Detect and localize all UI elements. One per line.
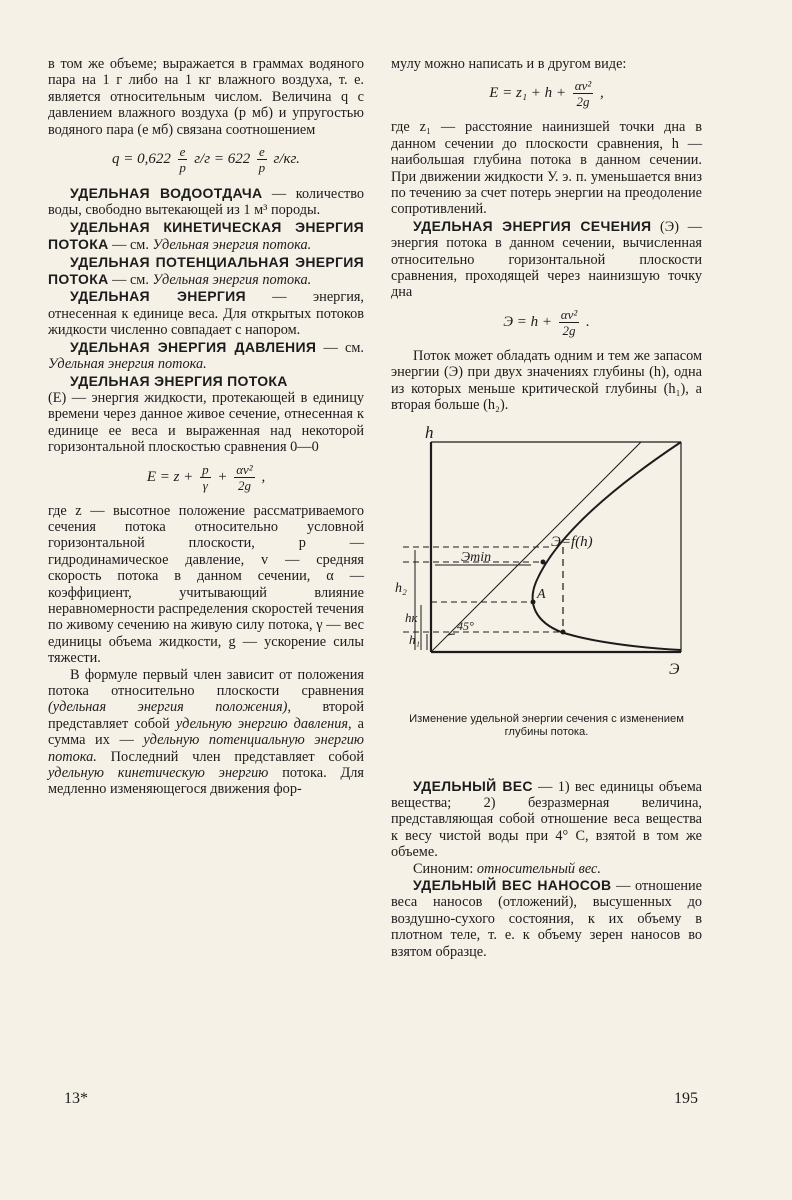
curve-label: Э=f(h) [551, 533, 593, 550]
right-column [391, 56, 702, 960]
entry-sediment-weight: УДЕЛЬНЫЙ ВЕС НАНОСОВ — отношение веса наносов (отложений), высушенных до воздушно-сухого состояния, к их объему в плотном теле, т. е. к объему зерен наносов во взятом образце. [391, 876, 702, 960]
paragraph: Поток может обладать одним и тем же запасом энергии (Э) при двух значениях глубины (h), одна из которых меньше критической глубины (h₁), а вторая больше (h₂). [391, 347, 702, 414]
h1-label: h₁ [409, 631, 421, 647]
entry-term: УДЕЛЬНАЯ ЭНЕРГИЯ ПОТОКА [70, 372, 288, 389]
entry-pressure: УДЕЛЬНАЯ ЭНЕРГИЯ ДАВЛЕНИЯ — см. Удельная энергия потока. [48, 338, 364, 373]
left-column [48, 56, 364, 798]
point-a-label: A [537, 586, 546, 602]
point-emin-marker [541, 559, 546, 564]
hk-label: hк [405, 609, 418, 625]
angle-label: 45° [457, 618, 474, 633]
diagram-svg [391, 422, 702, 707]
paragraph: мулу можно написать и в другом виде: [391, 56, 627, 72]
paragraph: В формуле первый член зависит от положения потока относительно плоскости сравнения (удельная энергия положения), второй представляет собой удельную энергию давления, а сумма их — удельную потенциальную энергию потока. Последний член представляет собой удельную кинетическую энергию потока. Для медленно изменяющегося движения фор- [48, 666, 365, 798]
entry-section-energy: УДЕЛЬНАЯ ЭНЕРГИЯ СЕЧЕНИЯ (Э) — энергия потока в данном сечении, вычисленная относительно горизонтальной плоскости сравнения, проходящей через наинизшую точку дна [391, 217, 702, 301]
entry-term: УДЕЛЬНАЯ ЭНЕРГИЯ [70, 288, 246, 305]
point-a-marker [531, 599, 536, 604]
entry-term: УДЕЛЬНЫЙ ВЕС [413, 777, 533, 794]
entry-specific-weight: УДЕЛЬНЫЙ ВЕС — 1) вес единицы объема вещества; 2) безразмерная величина, представляющая собой отношение веса вещества к весу чистой воды при 4° С, взятой в том же объеме. [391, 777, 702, 861]
entry-term: УДЕЛЬНЫЙ ВЕС НАНОСОВ [413, 876, 612, 893]
entry-kinetic: УДЕЛЬНАЯ КИНЕТИЧЕСКАЯ ЭНЕРГИЯ ПОТОКА — см. Удельная энергия потока. [48, 218, 364, 254]
paragraph: в том же объеме; выражается в граммах водяного пара на 1 г либо на 1 кг влажного воздуха, т. е. является относительным числом. Величина q с давлением влажного воздуха (p мб) и упругостью водяного пара (e мб) связана соотношением [48, 56, 364, 138]
paragraph: где z — высотное положение рассматриваемого сечения потока относительно условной горизонтальной плоскости, p — гидродинамическое давление, v — средняя скорость потока в данном сечении, α — коэффициент, учитывающий влияние неравномерности распределения скоростей течения по живому сечению на живую силу потока, γ — вес единицы объема жидкости, g — ускорение силы тяжести. [48, 502, 364, 667]
entry-term: УДЕЛЬНАЯ КИНЕТИЧЕСКАЯ ЭНЕРГИЯ ПОТОКА [48, 218, 364, 253]
paragraph: (E) — энергия жидкости, протекающей в единицу времени через данное живое сечение, отнесенная к единице ее веса и выраженная над некоторой горизонтальной плоскостью сравнения 0—0 [48, 389, 364, 456]
entry-flow-energy [48, 373, 364, 390]
point-h1-marker [561, 629, 566, 634]
entry-term: УДЕЛЬНАЯ ЭНЕРГИЯ ДАВЛЕНИЯ [70, 338, 317, 355]
emin-label: Эmin [461, 549, 492, 565]
h2-label: h₂ [395, 580, 407, 596]
entry-term: УДЕЛЬНАЯ ВОДООТДАЧА [70, 185, 263, 202]
energy-depth-diagram [391, 422, 702, 707]
signature-mark: 13* [64, 1090, 88, 1107]
entry-energy: УДЕЛЬНАЯ ЭНЕРГИЯ — энергия, отнесенная к единице веса. Для открытых потоков жидкости численно совпадает с напором. [48, 288, 364, 339]
formula-section-energy: Э = h + $\frac{\text{αv²}}{2g}$ . [503, 306, 590, 338]
formula-flow-energy: E = z + $\frac{p}{\gamma}$ + $\frac{\text{αv²}}{2g}$ , [146, 461, 266, 493]
paragraph: где z₁ — расстояние наинизшей точки дна в данном сечении до плоскости сравнения, h — наибольшая глубина потока в данном сечении. При движении жидкости У. э. п. уменьшается вниз по течению за счет потерь энергии на преодоление сопротивлений. [391, 119, 702, 218]
entry-term: УДЕЛЬНАЯ ПОТЕНЦИАЛЬНАЯ ЭНЕРГИЯ ПОТОКА [48, 253, 364, 288]
entry-vodootdacha: УДЕЛЬНАЯ ВОДООТДАЧА — количество воды, свободно вытекающей из 1 м³ породы. [48, 185, 364, 219]
figure-caption: Изменение удельной энергии сечения с изменением глубины потока. [409, 712, 684, 738]
entry-potential: УДЕЛЬНАЯ ПОТЕНЦИАЛЬНАЯ ЭНЕРГИЯ ПОТОКА — см. Удельная энергия потока. [48, 253, 364, 289]
formula-flow-energy-alt: E = z₁ + h + $\frac{\text{αv²}}{2g}$ , [489, 78, 604, 110]
page-number: 195 [674, 1090, 698, 1107]
entry-term: УДЕЛЬНАЯ ЭНЕРГИЯ СЕЧЕНИЯ [413, 217, 652, 234]
synonym-line: Синоним: относительный вес. [413, 860, 601, 877]
formula-humidity: q = 0,622 $\frac{e}{p}$ г/г = 622 $\frac{e}{p}$ г/кг. [112, 144, 300, 176]
h-axis-label: h [425, 422, 434, 442]
e-axis-label: Э [669, 660, 680, 678]
